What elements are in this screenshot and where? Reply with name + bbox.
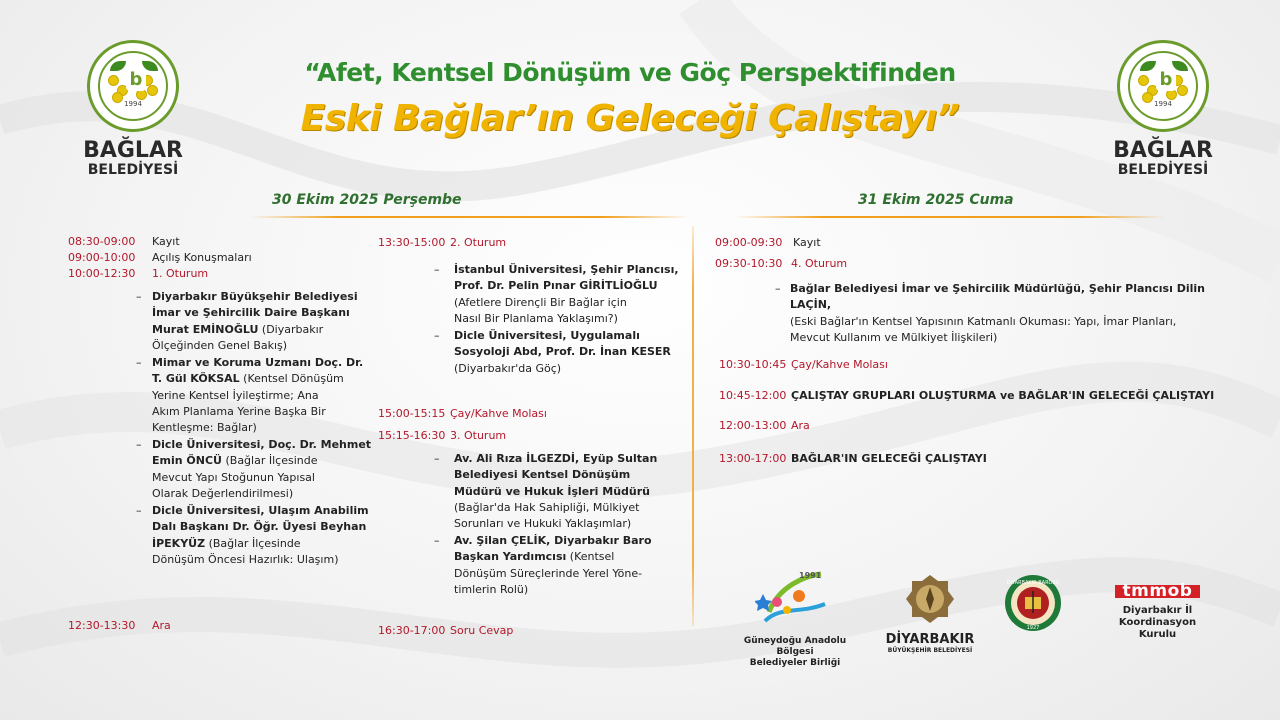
baro-seal-icon	[1003, 573, 1063, 633]
logo-year: 1994	[1154, 100, 1172, 108]
gabb-logo	[725, 566, 865, 669]
schedule-row	[719, 451, 987, 467]
label: ÇALIŞTAY GRUPLARI OLUŞTURMA ve BAĞLAR'IN GELECEĞİ ÇALIŞTAYI	[791, 389, 1215, 402]
tmmob-line1: Diyarbakır İl Koordinasyon	[1118, 605, 1197, 628]
bullet-dash: –	[136, 356, 142, 369]
label: Soru Cevap	[450, 624, 514, 637]
day-separator	[692, 226, 694, 626]
gabb-name-line2: Belediyeler Birliği	[749, 658, 841, 668]
time: 08:30-09:00	[68, 235, 136, 248]
time: 10:00-12:30	[68, 267, 136, 280]
bullet-dash: –	[434, 329, 440, 342]
speaker-item: İstanbul Üniversitesi, Şehir Plancısı, Prof. Dr. Pelin Pınar GİRİTLİOĞLU (Afetlere Dirençli Bir Bağlar için Nasıl Bir Planlama Yaklaşımı?)	[454, 263, 679, 325]
speaker-item: Dicle Üniversitesi, Ulaşım Anabilim Dalı Başkanı Dr. Öğr. Üyesi Beyhan İPEKYÜZ (Bağlar İlçesinde Dönüşüm Öncesi Hazırlık: Ulaşım)	[152, 504, 369, 566]
label: 1. Oturum	[152, 267, 209, 280]
gabb-name-line1: Güneydoğu Anadolu Bölgesi	[743, 636, 847, 657]
speaker-item: Av. Şilan ÇELİK, Diyarbakır Baro Başkan Yardımcısı (Kentsel Dönüşüm Süreçlerinde Yerel Yöne- timlerin Rolü)	[454, 534, 652, 596]
label: Çay/Kahve Molası	[450, 407, 547, 420]
schedule-row	[68, 234, 180, 250]
bullet-dash: –	[136, 438, 142, 451]
logo-name: BAĞLAR	[83, 138, 183, 163]
day2-title: 31 Ekim 2025 Cuma	[858, 192, 1014, 208]
tmmob-wordmark: tmmob	[1115, 585, 1201, 598]
gabb-year: 1991	[799, 571, 822, 580]
baglar-logo-right	[1103, 40, 1223, 178]
bullet-dash: –	[434, 263, 440, 276]
day1-divider	[250, 216, 690, 218]
speaker-item: Dicle Üniversitesi, Doç. Dr. Mehmet Emin ÖNCÜ (Bağlar İlçesinde Mevcut Yapı Stoğunun Yapısal Olarak Değerlendirilmesi)	[152, 438, 372, 500]
time: 13:00-17:00	[719, 452, 787, 465]
baro-text: DİYARBAKIR BAROSU	[1006, 580, 1060, 586]
speaker-item: Dicle Üniversitesi, Uygulamalı Sosyoloji Abd, Prof. Dr. İnan KESER (Diyarbakır'da Göç)	[454, 329, 671, 375]
time: 13:30-15:00	[378, 236, 446, 249]
baro-logo	[1003, 573, 1063, 633]
time: 10:30-10:45	[719, 358, 787, 371]
bullet-dash: –	[136, 290, 142, 303]
baro-year: 1927	[1026, 625, 1040, 631]
bullet-dash: –	[434, 452, 440, 465]
schedule-row	[378, 406, 547, 422]
bullet-dash: –	[775, 282, 781, 295]
bullet-dash: –	[434, 534, 440, 547]
logo-sub: BELEDİYESİ	[87, 162, 179, 178]
label: 2. Oturum	[450, 236, 507, 249]
speaker-item: Diyarbakır Büyükşehir Belediyesi İmar ve Şehircilik Daire Başkanı Murat EMİNOĞLU (Diyarbakır Ölçeğinden Genel Bakış)	[152, 290, 358, 352]
time: 09:30-10:30	[715, 257, 783, 270]
dbb-emblem-icon	[904, 573, 956, 625]
label: Ara	[791, 419, 810, 432]
label: Kayıt	[793, 236, 821, 249]
tmmob-logo	[1090, 581, 1225, 641]
schedule-row	[68, 618, 171, 634]
schedule-row	[719, 418, 810, 434]
speaker-item: Av. Ali Rıza İLGEZDİ, Eyüp Sultan Belediyesi Kentsel Dönüşüm Müdürü ve Hukuk İşleri Müdürü (Bağlar'da Hak Sahipliği, Mülkiyet Sorunları ve Hukuki Yaklaşımlar)	[454, 452, 658, 531]
label: Açılış Konuşmaları	[152, 251, 252, 264]
schedule-row	[68, 250, 252, 266]
time: 12:30-13:30	[68, 619, 136, 632]
bullet-dash: –	[136, 504, 142, 517]
logo-year: 1994	[124, 100, 142, 108]
time: 15:15-16:30	[378, 429, 446, 442]
dbb-logo	[880, 573, 980, 655]
schedule-row	[378, 428, 506, 444]
speaker-item: Bağlar Belediyesi İmar ve Şehircilik Müdürlüğü, Şehir Plancısı Dilin LAÇİN, (Eski Bağlar'ın Kentsel Yapısının Katmanlı Okuması: Yapı, İmar Planları, Mevcut Kullanım ve Mülkiyet İlişkileri)	[790, 282, 1205, 344]
time: 15:00-15:15	[378, 407, 446, 420]
time: 10:45-12:00	[719, 389, 787, 402]
schedule-row	[378, 623, 513, 639]
label: 3. Oturum	[450, 429, 507, 442]
logo-sub: BELEDİYESİ	[1117, 162, 1209, 178]
time: 09:00-10:00	[68, 251, 136, 264]
dbb-name: DİYARBAKIR	[885, 632, 975, 647]
schedule-row	[715, 256, 847, 272]
label: 4. Oturum	[791, 257, 848, 270]
title-line-2: Eski Bağlar’ın Geleceği Çalıştayı”	[300, 98, 960, 139]
schedule-row	[719, 388, 1214, 404]
logo-letter: b	[1156, 69, 1176, 91]
day1-title: 30 Ekim 2025 Perşembe	[272, 192, 462, 208]
dbb-sub: BÜYÜKŞEHİR BELEDİYESİ	[887, 647, 973, 654]
day2-divider	[735, 216, 1165, 218]
schedule-row	[378, 235, 506, 251]
title-line-1: “Afet, Kentsel Dönüşüm ve Göç Perspektifinden	[304, 58, 956, 87]
schedule-row	[68, 266, 208, 282]
label: Çay/Kahve Molası	[791, 358, 888, 371]
time: 16:30-17:00	[378, 624, 446, 637]
schedule-row	[715, 235, 821, 251]
label: BAĞLAR'IN GELECEĞİ ÇALIŞTAYI	[791, 452, 987, 465]
tmmob-line2: Kurulu	[1138, 629, 1177, 640]
baglar-seal-icon	[87, 40, 179, 132]
speaker-item: Mimar ve Koruma Uzmanı Doç. Dr. T. Gül KÖKSAL (Kentsel Dönüşüm Yerine Kentsel İyileştirme; Ana Akım Planlama Yerine Başka Bir Kentleşme: Bağlar)	[152, 356, 364, 435]
time: 09:00-09:30	[715, 236, 783, 249]
time: 12:00-13:00	[719, 419, 787, 432]
logo-letter: b	[126, 69, 146, 91]
logo-name: BAĞLAR	[1113, 138, 1213, 163]
label: Kayıt	[152, 235, 180, 248]
label: Ara	[152, 619, 171, 632]
baglar-logo-left	[73, 40, 193, 178]
schedule-row	[719, 357, 888, 373]
gabb-emblem-icon	[755, 566, 835, 628]
baglar-seal-icon	[1117, 40, 1209, 132]
